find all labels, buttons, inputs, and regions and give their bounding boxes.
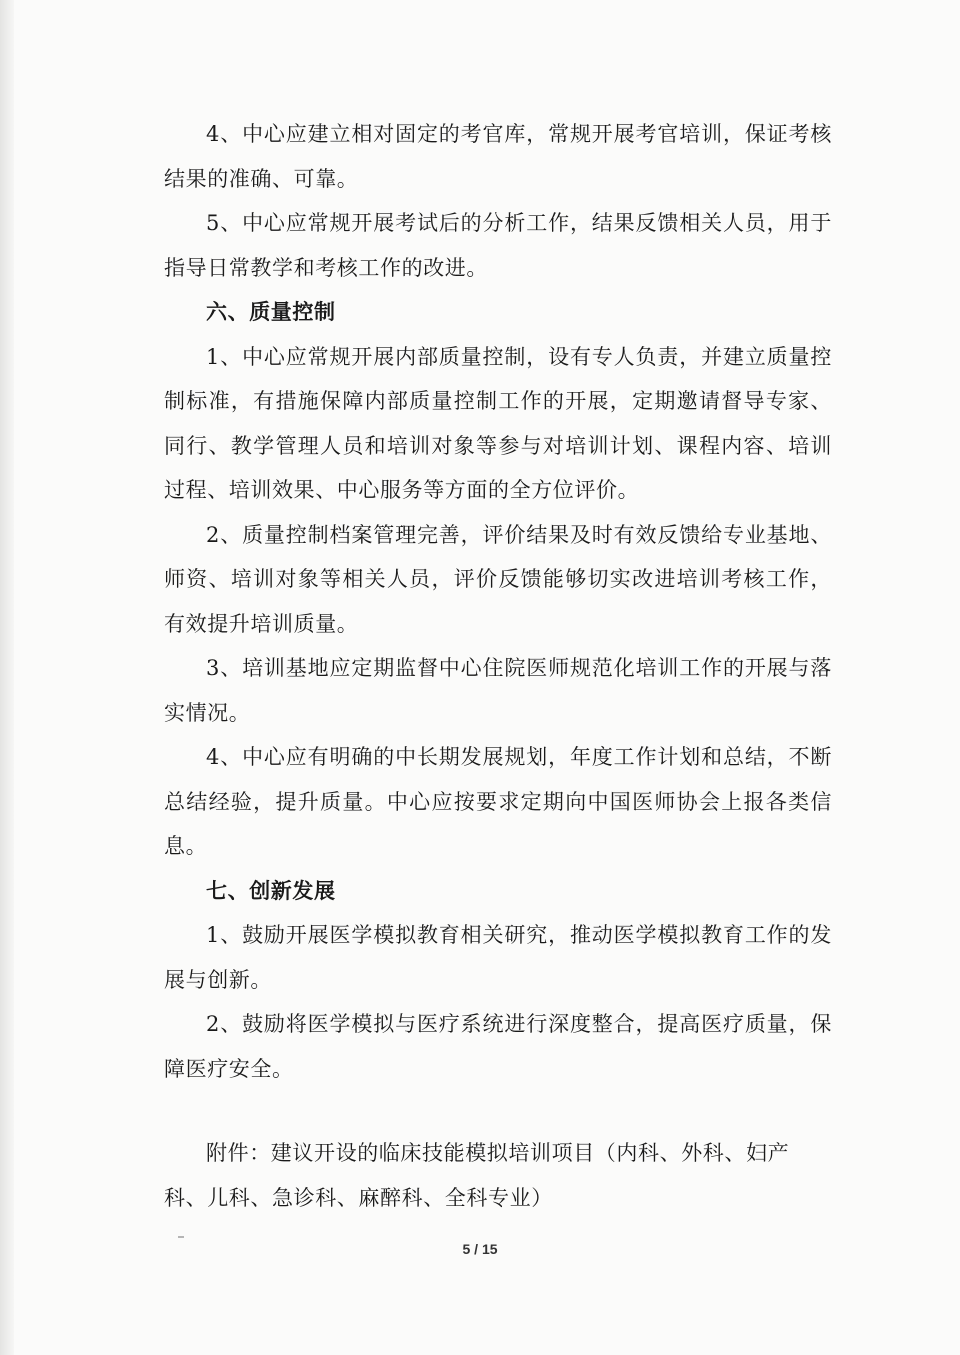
section-heading-innovation: 七、创新发展 <box>206 877 336 903</box>
paragraph-simulation-research: 1、鼓励开展医学模拟教育相关研究，推动医学模拟教育工作的发展与创新。 <box>164 923 832 992</box>
paragraph-exam-analysis: 5、中心应常规开展考试后的分析工作，结果反馈相关人员，用于指导日常教学和考核工作的改进。 <box>164 211 832 280</box>
scan-speck <box>178 1236 184 1238</box>
attachment-note: 附件：建议开设的临床技能模拟培训项目（内科、外科、妇产科、儿科、急诊科、麻醉科、全科专业） <box>164 1141 790 1210</box>
paragraph-quality-archives: 2、质量控制档案管理完善，评价结果及时有效反馈给专业基地、师资、培训对象等相关人员，评价反馈能够切实改进培训考核工作，有效提升培训质量。 <box>164 522 832 636</box>
scan-edge-shadow <box>0 0 14 1355</box>
paragraph-examiner-pool: 4、中心应建立相对固定的考官库，常规开展考官培训，保证考核结果的准确、可靠。 <box>164 122 832 191</box>
page-number: 5 / 15 <box>462 1241 498 1257</box>
document-body <box>164 112 832 1220</box>
section-heading-quality-control: 六、质量控制 <box>206 299 336 324</box>
paragraph-system-integration: 2、鼓励将医学模拟与医疗系统进行深度整合，提高医疗质量，保障医疗安全。 <box>164 1012 832 1081</box>
paragraph-development-plan: 4、中心应有明确的中长期发展规划，年度工作计划和总结，不断总结经验，提升质量。中心应按要求定期向中国医师协会上报各类信息。 <box>164 745 832 858</box>
paragraph-internal-quality-control: 1、中心应常规开展内部质量控制，设有专人负责，并建立质量控制标准，有措施保障内部质量控制工作的开展，定期邀请督导专家、同行、教学管理人员和培训对象等参与对培训计划、课程内容、培训过程、培训效果、中心服务等方面的全方位评价。 <box>164 344 832 502</box>
paragraph-base-supervision: 3、培训基地应定期监督中心住院医师规范化培训工作的开展与落实情况。 <box>164 656 832 725</box>
